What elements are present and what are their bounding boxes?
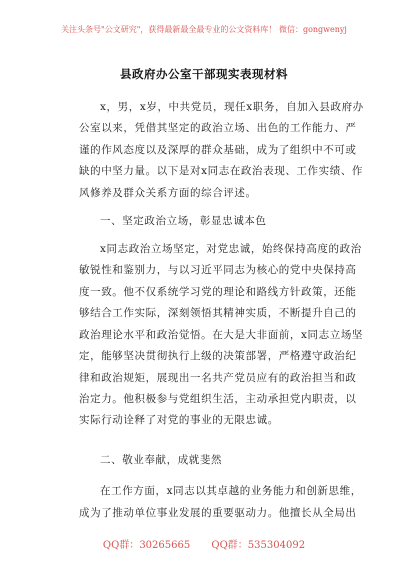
body-line: 治定力。他积极参与党组织生活，主动承担党内职责，以 (79, 393, 357, 405)
body-line: 够结合工作实际，深刻领悟其精神实质，不断提升自己的 (79, 307, 357, 319)
footer-qq-group-2: QQ群：535304092 (211, 540, 306, 551)
body-line: 风修养及群众关系方面的综合评述。 (79, 187, 257, 199)
body-line: 成为了推动单位事业发展的重要驱动力。他擅长从全局出 (79, 507, 357, 519)
header-promo-note: 关注头条号"公文研究"，获得最新最全最专业的公文资料库！ 微信：gongwenyj (61, 25, 347, 34)
body-line: 敏锐性和鉴别力，与以习近平同志为核心的党中央保持高 (79, 264, 357, 276)
section-heading-1: 一、坚定政治立场，彰显忠诚本色 (100, 215, 267, 227)
body-line: 律和政治规矩，展现出一名共产党员应有的政治担当和政 (79, 372, 357, 384)
body-line: x同志政治立场坚定，对党忠诚，始终保持高度的政治 (100, 243, 362, 255)
body-line: 政治理论水平和政治觉悟。在大是大非面前，x同志立场坚 (79, 329, 364, 341)
body-line: 定，能够坚决贯彻执行上级的决策部署，严格遵守政治纪 (79, 350, 357, 362)
footer-contact (0, 536, 408, 551)
footer-qq-group-1: QQ群：30265665 (102, 540, 191, 551)
body-line: 在工作方面，x同志以其卓越的业务能力和创新思维， (100, 485, 362, 497)
body-line: 谨的作风态度以及深厚的群众基础，成为了组织中不可或 (79, 144, 357, 156)
document-title: 县政府办公室干部现实表现材料 (120, 67, 288, 81)
body-line: 度一致。他不仅系统学习党的理论和路线方针政策，还能 (79, 286, 357, 298)
body-line: 缺的中坚力量。以下是对x同志在政治表现、工作实绩、作 (79, 165, 364, 177)
body-line: 实际行动诠释了对党的事业的无限忠诚。 (79, 414, 279, 426)
body-line: 公室以来，凭借其坚定的政治立场、出色的工作能力、严 (79, 122, 357, 134)
body-line: x，男，x岁，中共党员，现任x职务，自加入县政府办 (100, 101, 364, 113)
section-heading-2: 二、敬业奉献，成就斐然 (100, 454, 223, 466)
